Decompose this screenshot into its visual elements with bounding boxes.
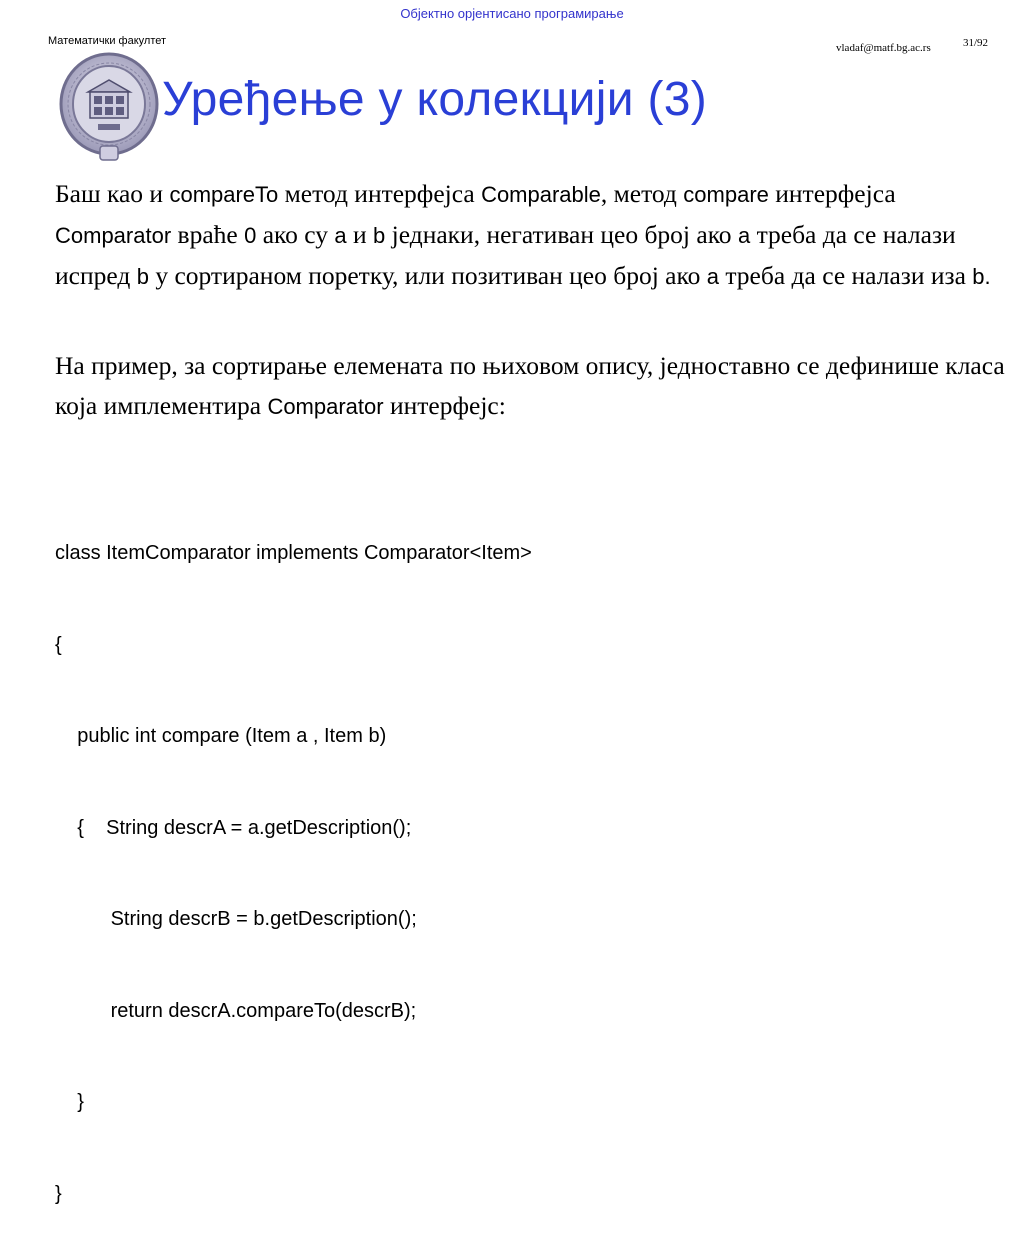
code-term: Comparator — [55, 223, 172, 248]
code-line: { String descrA = a.getDescription(); — [55, 816, 412, 839]
code-term: Comparable — [481, 182, 601, 207]
text-segment: једнаки, негативан цео број ако — [385, 220, 738, 249]
text-segment: ако су — [256, 220, 335, 249]
text-segment: и — [346, 220, 374, 249]
slide-title: Уређење у колекцији (3) — [162, 73, 708, 126]
code-term: b. — [972, 264, 991, 289]
code-line: String descrB = b.getDescription(); — [55, 908, 417, 930]
text-segment: , метод — [600, 179, 684, 208]
text-segment: интерфејс: — [383, 391, 506, 420]
code-term: 0 — [244, 223, 257, 248]
code-term: b — [136, 264, 149, 289]
text-segment: Баш као и — [55, 179, 170, 208]
page-number: 31/92 — [963, 37, 989, 49]
course-title: Објектно орјентисано програмирање — [400, 6, 624, 21]
author-email: vladaf@matf.bg.ac.rs — [836, 42, 931, 54]
code-term: compareTo — [169, 182, 279, 207]
code-term: b — [373, 223, 386, 248]
text-segment: На пример, за сортирање елемената по њиховом опису, једноставно се дефинише класа која имплементира — [55, 351, 1005, 420]
code-term: a — [706, 264, 719, 289]
code-line: public int compare (Item a , Item b) — [55, 725, 387, 747]
text-segment: интерфејса — [768, 179, 896, 208]
text-segment: треба да се налази испред — [55, 220, 956, 290]
code-line: { — [55, 633, 62, 656]
code-term: a — [334, 223, 347, 248]
code-term: compare — [683, 182, 769, 207]
code-term: Comparator — [267, 394, 384, 419]
faculty-seal-icon — [58, 52, 160, 166]
code-line: } — [55, 1091, 84, 1113]
code-line: class ItemComparator implements Comparator<Item> — [55, 542, 532, 564]
code-block — [55, 477, 532, 1240]
paragraph-compare-explanation — [55, 174, 1005, 297]
code-line: } — [55, 1182, 62, 1205]
code-term: a — [737, 223, 751, 248]
text-segment: у сортираном поретку, или позитиван цео број ако — [148, 261, 707, 290]
text-segment: враће — [171, 220, 245, 249]
text-segment: треба да се налази иза — [718, 261, 973, 290]
text-segment: метод интерфејса — [278, 179, 482, 208]
paragraph-example-intro — [55, 346, 1005, 427]
faculty-label: Математички факултет — [48, 35, 167, 47]
code-line: return descrA.compareTo(descrB); — [55, 999, 417, 1022]
